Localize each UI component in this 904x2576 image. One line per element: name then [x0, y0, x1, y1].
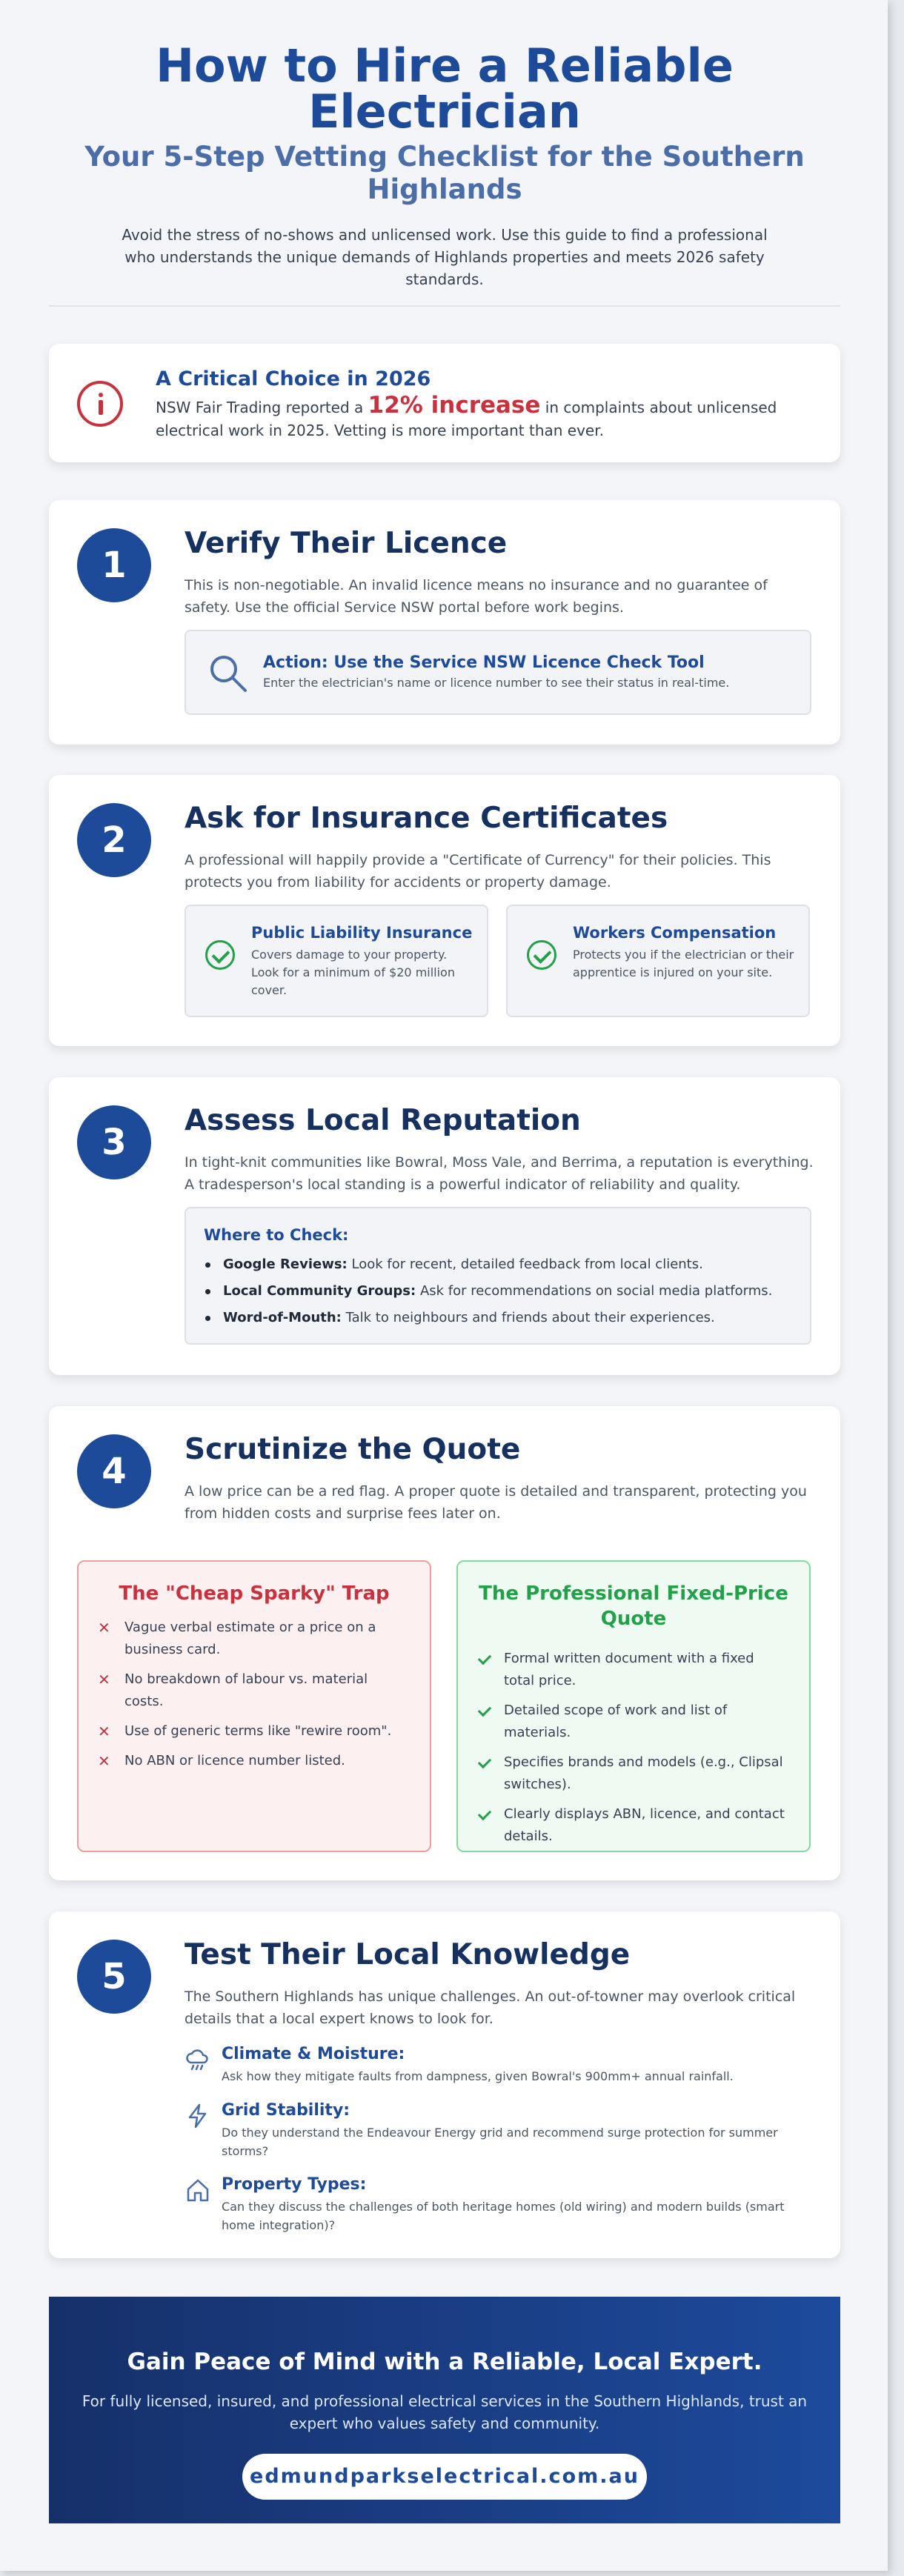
list-item: Specifies brands and models (e.g., Clipsal switches). — [477, 1751, 788, 1796]
where-to-check-box — [185, 1207, 811, 1345]
divider — [49, 305, 840, 307]
knowledge-title: Property Types: — [222, 2175, 367, 2194]
critical-highlight: 12% increase — [368, 392, 541, 419]
cloud-rain-icon — [185, 2046, 211, 2073]
list-item: ✕ Use of generic terms like "rewire room". — [98, 1720, 409, 1743]
insurance-title: Workers Compensation — [573, 924, 777, 942]
list-item-text: Talk to neighbours and friends about their experiences. — [341, 1310, 715, 1325]
list-item-label: Local Community Groups: — [223, 1283, 416, 1299]
good-list — [477, 1648, 788, 1848]
step-number: 5 — [77, 1940, 151, 2014]
list-item-text: Ask for recommendations on social media platforms. — [416, 1283, 773, 1299]
where-list — [204, 1251, 797, 1331]
list-item — [204, 1278, 797, 1305]
step-title: Test Their Local Knowledge — [185, 1938, 631, 1971]
insurance-text: Protects you if the electrician or their apprentice is injured on your site. — [573, 948, 794, 979]
list-item: ✕ Vague verbal estimate or a price on a business card. — [98, 1617, 409, 1661]
critical-text-before: NSW Fair Trading reported a — [156, 399, 368, 416]
list-item: ✕ No breakdown of labour vs. material costs. — [98, 1668, 409, 1713]
step-card-3 — [49, 1077, 840, 1375]
insurance-text: Covers damage to your property. Look for a minimum of $20 million cover. — [251, 948, 455, 997]
page-title: How to Hire a Reliable Electrician — [156, 39, 734, 139]
insurance-title: Public Liability Insurance — [251, 924, 473, 942]
licence-check-action[interactable] — [185, 630, 811, 715]
cta-banner — [49, 2297, 840, 2523]
step-number: 1 — [77, 528, 151, 602]
list-item: Clearly displays ABN, licence, and contact details. — [477, 1803, 788, 1848]
knowledge-title: Grid Stability: — [222, 2101, 350, 2120]
header — [49, 39, 840, 290]
insurance-item-public-liability — [185, 905, 488, 1017]
panel-title: The "Cheap Sparky" Trap — [119, 1582, 390, 1605]
step-card-1 — [49, 500, 840, 745]
list-item: Detailed scope of work and list of materials. — [477, 1700, 788, 1744]
knowledge-title: Climate & Moisture: — [222, 2045, 405, 2063]
critical-text — [156, 394, 815, 442]
website-button[interactable]: edmundparkselectrical.com.au — [242, 2454, 647, 2500]
step-description: A low price can be a red flag. A proper quote is detailed and transparent, protecting you from hidden costs and surprise fees later on. — [185, 1483, 807, 1522]
search-icon — [207, 652, 250, 695]
critical-title: A Critical Choice in 2026 — [156, 367, 431, 390]
where-title: Where to Check: — [204, 1226, 349, 1244]
info-icon — [77, 381, 123, 427]
step-title: Assess Local Reputation — [185, 1104, 581, 1137]
critical-text-after: in complaints about unlicensed electrical work in 2025. Vetting is more important than ever. — [156, 399, 777, 439]
step-title: Verify Their Licence — [185, 527, 508, 560]
cheap-quote-panel — [77, 1560, 431, 1852]
panel-title: The Professional Fixed-Price Quote — [479, 1582, 788, 1630]
step-number: 3 — [77, 1105, 151, 1179]
list-item: Formal written document with a fixed total price. — [477, 1648, 788, 1692]
step-description: The Southern Highlands has unique challenges. An out-of-towner may overlook critical details that a local expert knows to look for. — [185, 1988, 796, 2027]
bad-list — [98, 1617, 409, 1772]
cta-title: Gain Peace of Mind with a Reliable, Local Expert. — [127, 2349, 762, 2375]
step-title: Scrutinize the Quote — [185, 1433, 521, 1466]
insurance-item-workers-comp — [506, 905, 810, 1017]
knowledge-text: Ask how they mitigate faults from dampness, given Bowral's 900mm+ annual rainfall. — [222, 2069, 734, 2083]
step-number: 4 — [77, 1434, 151, 1508]
lightning-icon — [185, 2103, 211, 2129]
step-title: Ask for Insurance Certificates — [185, 802, 668, 835]
action-title: Action: Use the Service NSW Licence Check Tool — [263, 653, 705, 672]
critical-callout — [49, 344, 840, 462]
step-number: 2 — [77, 803, 151, 877]
step-card-4 — [49, 1406, 840, 1880]
list-item-label: Word-of-Mouth: — [223, 1310, 342, 1325]
check-circle-icon — [527, 940, 556, 970]
knowledge-text: Do they understand the Endeavour Energy grid and recommend surge protection for summer storms? — [222, 2126, 778, 2158]
action-text: Enter the electrician's name or licence number to see their status in real-time. — [263, 676, 730, 690]
list-item — [204, 1305, 797, 1331]
page-subtitle: Your 5-Step Vetting Checklist for the Southern Highlands — [84, 141, 805, 205]
list-item: ✕ No ABN or licence number listed. — [98, 1750, 409, 1772]
check-circle-icon — [205, 940, 235, 970]
knowledge-text: Can they discuss the challenges of both heritage homes (old wiring) and modern builds (smart home integration)? — [222, 2200, 785, 2232]
step-description: This is non-negotiable. An invalid licence means no insurance and no guarantee of safety. Use the official Service NSW portal before work begins. — [185, 577, 768, 616]
list-item — [204, 1251, 797, 1278]
step-card-5 — [49, 1911, 840, 2258]
cta-text: For fully licensed, insured, and professional electrical services in the Southern Highlands, trust an expert who values safety and community. — [82, 2392, 808, 2432]
step-description: A professional will happily provide a "Certificate of Currency" for their policies. This protects you from liability for accidents or property damage. — [185, 852, 771, 891]
list-item-label: Google Reviews: — [223, 1257, 348, 1272]
step-card-2 — [49, 775, 840, 1046]
list-item-text: Look for recent, detailed feedback from local clients. — [347, 1257, 703, 1272]
intro-text: Avoid the stress of no-shows and unlicensed work. Use this guide to find a professional who understands the unique demands of Highlands properties and meets 2026 safety standards. — [122, 226, 768, 288]
professional-quote-panel — [456, 1560, 811, 1852]
house-icon — [185, 2177, 211, 2203]
step-description: In tight-knit communities like Bowral, Moss Vale, and Berrima, a reputation is everything. A tradesperson's local standing is a powerful indicator of reliability and quality. — [185, 1154, 814, 1193]
